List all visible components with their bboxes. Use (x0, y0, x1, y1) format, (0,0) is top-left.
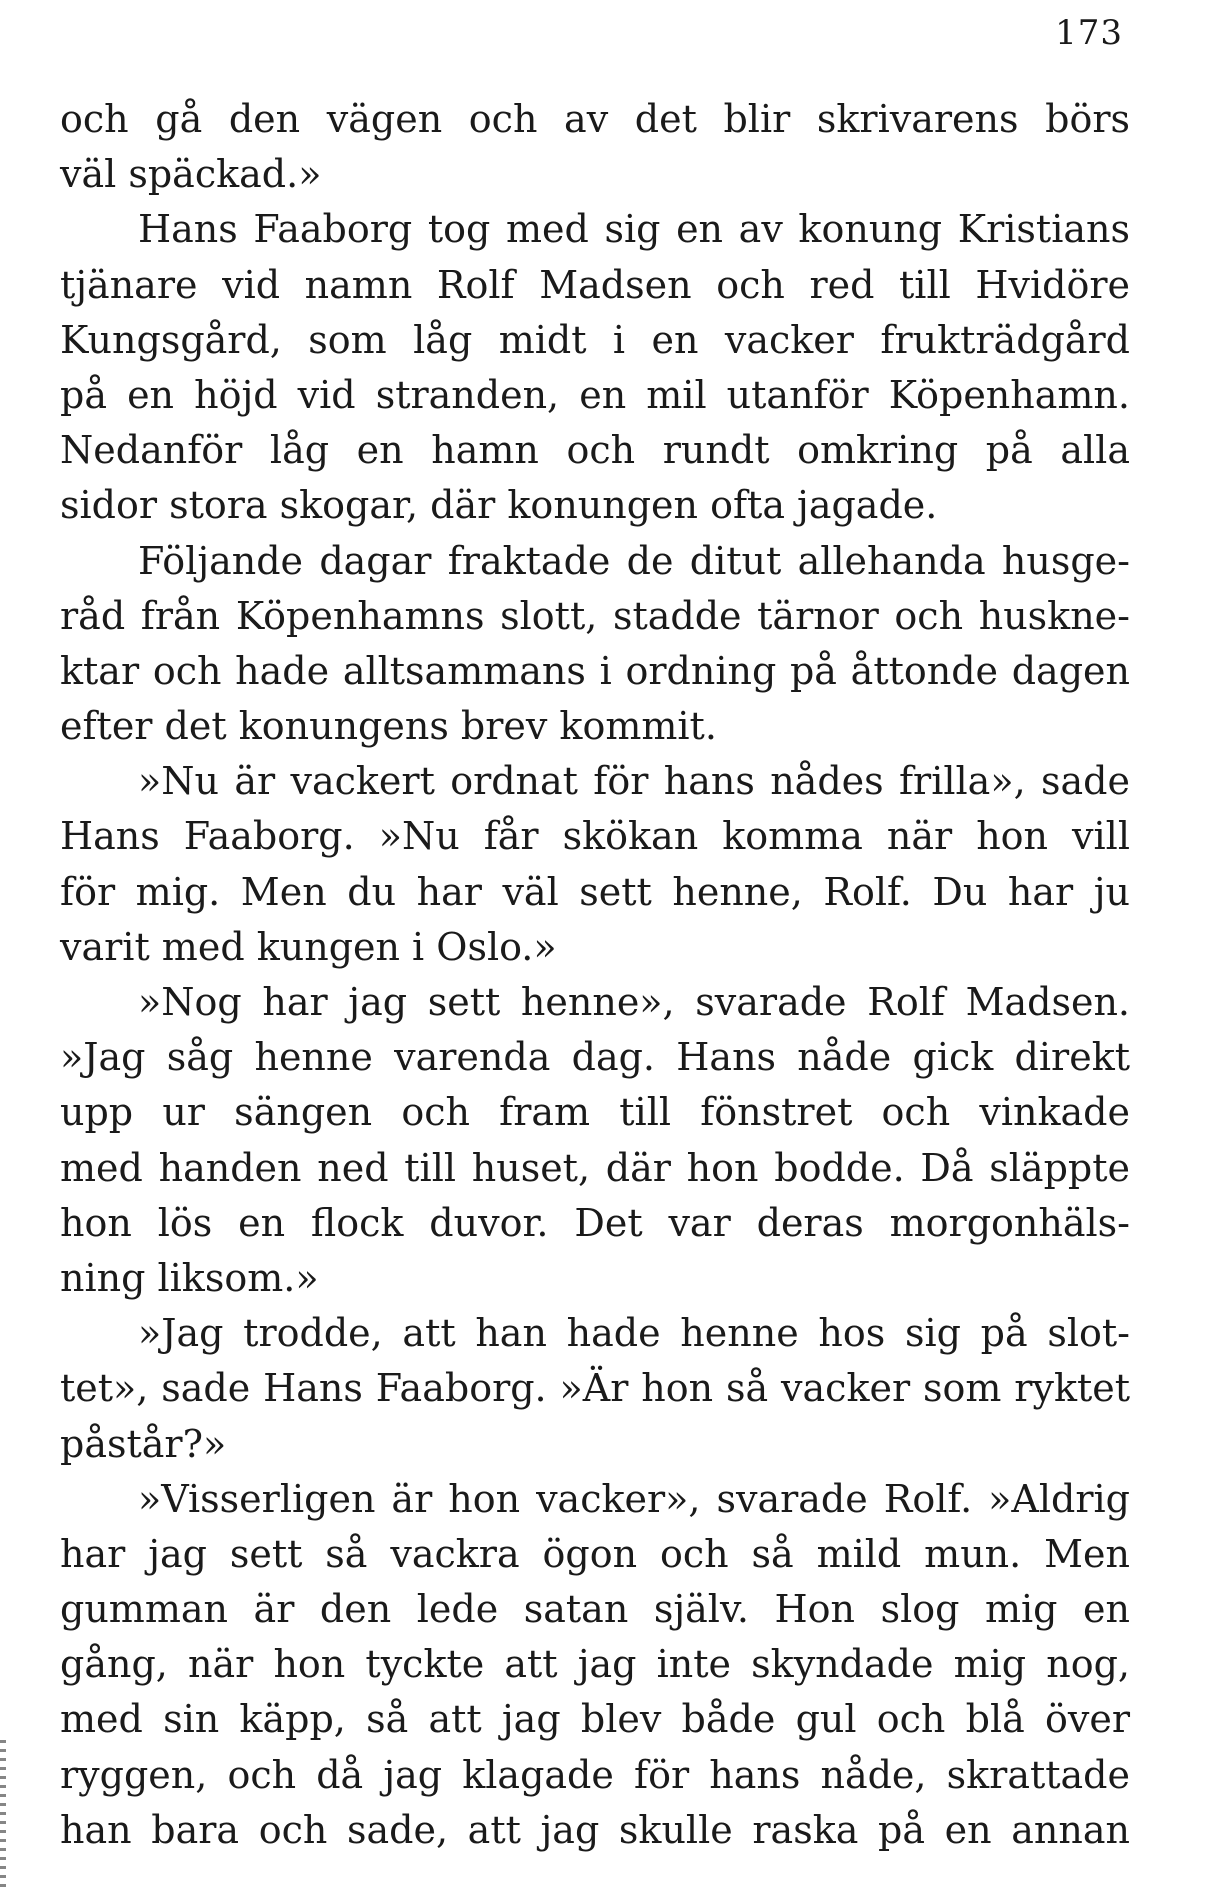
text-line: varit med kungen i Oslo.» (60, 924, 557, 969)
body-text (60, 92, 1130, 1858)
text-line: »Visserligen är hon vacker», svarade Rolf. »Aldrig (138, 1476, 1130, 1521)
text-line: Hans Faaborg. »Nu får skökan komma när hon vill (60, 814, 1130, 859)
text-line: »Nu är vackert ordnat för hans nådes frilla», sade (138, 759, 1130, 804)
text-line: med handen ned till huset, där hon bodde. Då släppte (60, 1145, 1130, 1190)
text-line: väl späckad.» (60, 152, 322, 197)
text-line: upp ur sängen och fram till fönstret och vinkade (60, 1090, 1130, 1135)
text-line: gång, när hon tyckte att jag inte skyndade mig nog, (60, 1642, 1130, 1687)
text-line: efter det konungens brev kommit. (60, 704, 717, 749)
page-number: 173 (1055, 13, 1123, 53)
text-line: för mig. Men du har väl sett henne, Rolf. Du har ju (60, 869, 1130, 914)
text-line: råd från Köpenhamns slott, stadde tärnor och huskne- (60, 593, 1130, 638)
text-line: tet», sade Hans Faaborg. »Är hon så vacker som ryktet (60, 1366, 1130, 1411)
text-line: med sin käpp, så att jag blev både gul och blå över (60, 1697, 1130, 1742)
text-line: gumman är den lede satan själv. Hon slog mig en (60, 1587, 1130, 1632)
text-line: och gå den vägen och av det blir skrivarens börs (60, 97, 1130, 141)
text-line: »Jag såg henne varenda dag. Hans nåde gick direkt (60, 1035, 1130, 1080)
scan-edge-mark (0, 1740, 6, 1890)
text-line: Hans Faaborg tog med sig en av konung Kristians (138, 207, 1130, 252)
text-line: sidor stora skogar, där konungen ofta jagade. (60, 483, 938, 528)
text-line: han bara och sade, att jag skulle raska på en annan (60, 1807, 1130, 1852)
text-line: ning liksom.» (60, 1255, 319, 1300)
text-line: har jag sett så vackra ögon och så mild mun. Men (60, 1531, 1130, 1576)
text-line: hon lös en flock duvor. Det var deras morgonhäls- (60, 1200, 1130, 1245)
text-line: Kungsgård, som låg midt i en vacker frukträdgård (60, 317, 1130, 362)
text-line: påstår?» (60, 1421, 227, 1466)
text-line: tjänare vid namn Rolf Madsen och red till Hvidöre (60, 262, 1130, 307)
text-line: på en höjd vid stranden, en mil utanför Köpenhamn. (60, 372, 1130, 417)
text-line: »Jag trodde, att han hade henne hos sig på slot- (138, 1311, 1130, 1356)
text-line: ktar och hade alltsammans i ordning på åttonde dagen (60, 648, 1130, 693)
text-line: Följande dagar fraktade de ditut allehanda husge- (138, 538, 1130, 583)
text-line: Nedanför låg en hamn och rundt omkring på alla (60, 428, 1130, 473)
text-line: ryggen, och då jag klagade för hans nåde, skrattade (60, 1752, 1130, 1797)
text-line: »Nog har jag sett henne», svarade Rolf Madsen. (138, 980, 1130, 1024)
